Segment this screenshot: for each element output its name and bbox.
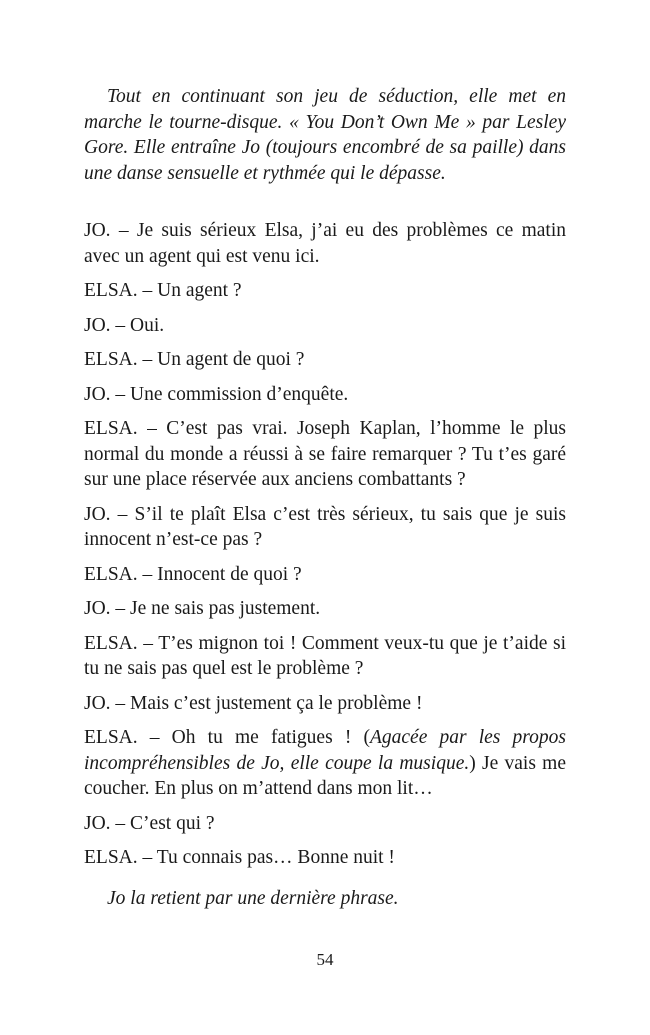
dialogue-line	[84, 631, 566, 682]
speaker-name: ELSA. –	[84, 632, 153, 654]
speaker-name: ELSA. –	[84, 280, 153, 301]
closing-stage-direction: Jo la retient par une dernière phrase.	[107, 888, 399, 909]
speaker-name: ELSA. –	[84, 727, 160, 748]
dialogue-line	[84, 845, 566, 871]
line-text: Innocent de quoi ?	[152, 563, 302, 585]
line-text: Un agent ?	[152, 280, 242, 301]
dialogue-line	[84, 382, 566, 408]
speaker-name: JO. –	[84, 314, 126, 336]
line-text: Un agent de quoi ?	[152, 349, 305, 370]
closing-stage-direction-block	[84, 886, 566, 912]
line-text: Oui.	[125, 314, 165, 336]
dialogue-line	[84, 416, 566, 493]
speaker-name: JO. –	[84, 598, 126, 619]
speaker-name: ELSA. –	[84, 847, 153, 868]
speaker-name: JO. –	[84, 383, 126, 405]
line-text: C’est qui ?	[125, 812, 215, 834]
dialogue-block	[84, 218, 566, 880]
dialogue-line	[84, 596, 566, 622]
dialogue-line	[84, 502, 566, 553]
dialogue-line	[84, 218, 566, 269]
dialogue-line	[84, 313, 566, 339]
speaker-name: ELSA. –	[84, 563, 153, 585]
dialogue-line	[84, 278, 566, 304]
line-text: ) Je vais me coucher. En plus on m’attend dans mon lit…	[84, 752, 566, 799]
opening-stage-direction-block	[84, 84, 566, 186]
dialogue-line	[84, 562, 566, 588]
dialogue-line-with-direction	[84, 725, 566, 802]
speaker-name: ELSA. –	[84, 418, 157, 439]
line-text: C’est pas vrai. Joseph Kaplan, l’homme le plus normal du monde a réussi à se faire remarquer ? Tu t’es garé sur une place réservée aux anciens combattants ?	[84, 418, 566, 490]
speaker-name: JO. –	[84, 812, 126, 834]
inline-stage-direction: Agacée par les propos incompréhensibles de Jo, elle coupe la musique.	[84, 727, 566, 774]
opening-stage-direction: Tout en continuant son jeu de séduction, elle met en marche le tourne-disque. « You Don’t Own Me » par Lesley Gore. Elle entraîne Jo (toujours encombré de sa paille) dans une danse sensuelle et rythmée qui le dépasse.	[84, 86, 566, 184]
line-text: Oh tu me fatigues ! (	[159, 727, 370, 748]
line-text: Tu connais pas… Bonne nuit !	[152, 847, 395, 868]
speaker-name: JO. –	[84, 692, 126, 714]
page-number: 54	[316, 950, 334, 969]
line-text: Mais c’est justement ça le problème !	[125, 692, 423, 714]
speaker-name: ELSA. –	[84, 349, 153, 370]
line-text: Je ne sais pas justement.	[125, 598, 321, 619]
dialogue-line	[84, 811, 566, 837]
speaker-name: JO. –	[84, 503, 128, 525]
line-text: T’es mignon toi ! Comment veux-tu que je t’aide si tu ne sais pas quel est le problème ?	[84, 632, 567, 679]
line-text: S’il te plaît Elsa c’est très sérieux, tu sais que je suis innocent n’est-ce pas ?	[84, 503, 567, 550]
speaker-name: JO. –	[84, 220, 129, 241]
dialogue-line	[84, 691, 566, 717]
line-text: Je suis sérieux Elsa, j’ai eu des problèmes ce matin avec un agent qui est venu ici.	[84, 220, 566, 267]
dialogue-line	[84, 347, 566, 373]
line-text: Une commission d’enquête.	[125, 383, 349, 405]
